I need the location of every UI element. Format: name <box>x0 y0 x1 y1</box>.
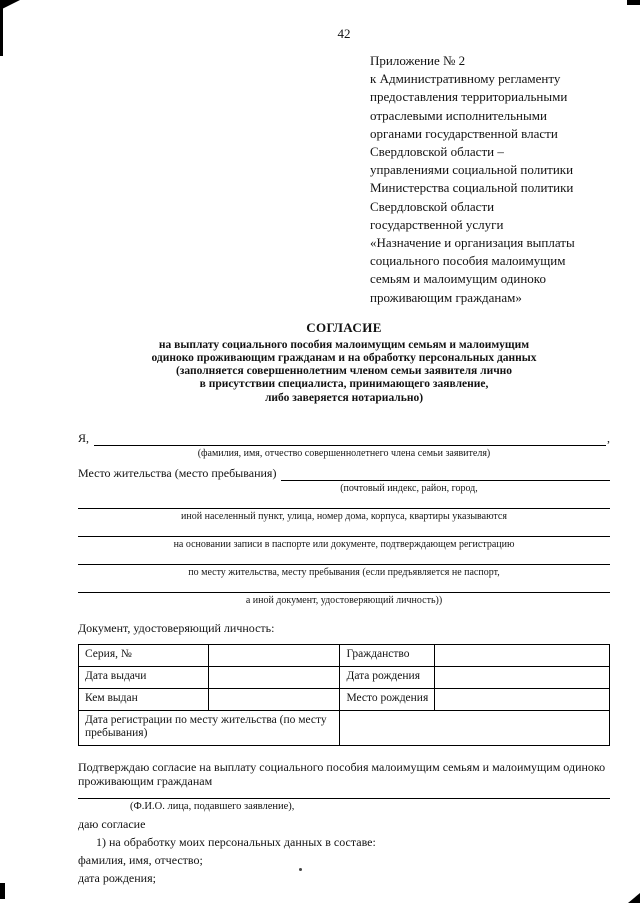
identity-document-label: Документ, удостоверяющий личность: <box>78 620 275 635</box>
applicant-name-label: Я, <box>78 430 90 445</box>
applicant-name-caption: (фамилия, имя, отчество совершеннолетнего члена семьи заявителя) <box>197 447 491 459</box>
scan-artifact-bottom-right <box>628 893 640 903</box>
residence-label: Место жительства (место пребывания) <box>78 465 277 480</box>
applicant-name-trailing-comma: , <box>607 430 610 445</box>
cell-birth-date-value <box>435 666 610 688</box>
cell-issue-date-value <box>208 666 340 688</box>
cell-birth-date-label: Дата рождения <box>340 666 435 688</box>
appendix-line: к Административному регламенту <box>370 71 561 87</box>
appendix-line: управлениями социальной политики <box>370 162 574 178</box>
cell-issued-by-value <box>208 688 340 710</box>
scan-artifact-top-left <box>0 0 20 10</box>
residence-caption: (почтовый индекс, район, город, <box>340 482 478 494</box>
scan-artifact-top-right <box>627 0 640 5</box>
place-of-stay-caption: по месту жительства, месту пребывания (если предъявляется не паспорт, <box>188 566 500 578</box>
fill-line <box>78 592 610 593</box>
cell-registration-date-label: Дата регистрации по месту жительства (по месту пребывания) <box>79 710 340 745</box>
applicant-name-fill-line <box>94 431 606 446</box>
appendix-line: предоставления территориальными <box>370 89 568 105</box>
registration-caption: на основании записи в паспорте или документе, подтверждающем регистрацию <box>173 538 515 550</box>
appendix-line: Министерства социальной политики <box>370 180 574 196</box>
page-content <box>78 26 610 885</box>
appendix-line: Свердловской области – <box>370 144 504 160</box>
subtitle-line: на выплату социального пособия малоимущим семьям и малоимущим <box>158 338 530 351</box>
fill-line <box>78 798 610 799</box>
cell-issued-by-label: Кем выдан <box>79 688 209 710</box>
subtitle-line: либо заверяется нотариально) <box>264 391 424 404</box>
consent-item-3: дата рождения; <box>78 870 156 885</box>
form-section <box>78 431 610 885</box>
appendix-line: органами государственной власти <box>370 125 558 141</box>
applicant-name-row <box>78 431 610 446</box>
cell-citizenship-label: Гражданство <box>340 644 435 666</box>
fill-line <box>78 564 610 565</box>
cell-issue-date-label: Дата выдачи <box>79 666 209 688</box>
fill-line <box>78 508 610 509</box>
give-consent-text: даю согласие <box>78 816 146 831</box>
scan-artifact-bottom-left <box>0 883 5 899</box>
address-caption: иной населенный пункт, улица, номер дома, корпуса, квартиры указываются <box>181 510 507 522</box>
appendix-line: социального пособия малоимущим <box>370 253 566 269</box>
appendix-line: семьям и малоимущим одиноко <box>370 271 546 287</box>
cell-birth-place-label: Место рождения <box>340 688 435 710</box>
consent-item-2: фамилия, имя, отчество; <box>78 852 203 867</box>
confirmation-paragraph: Подтверждаю согласие на выплату социального пособия малоимущим семьям и малоимущим одиноко проживающим гражданам <box>78 759 606 789</box>
page-number: 42 <box>337 26 351 41</box>
table-row <box>79 710 610 745</box>
identity-document-table <box>78 644 610 746</box>
fill-line <box>78 536 610 537</box>
table-row <box>79 666 610 688</box>
residence-fill-line <box>281 466 610 481</box>
appendix-line: «Назначение и организация выплаты <box>370 235 575 251</box>
appendix-line: Приложение № 2 <box>370 53 466 68</box>
appendix-line: Свердловской области <box>370 198 495 214</box>
appendix-block <box>370 52 610 307</box>
cell-series-value <box>208 644 340 666</box>
appendix-line: отраслевыми исполнительными <box>370 107 547 123</box>
appendix-line: государственной услуги <box>370 216 504 232</box>
table-row <box>79 688 610 710</box>
document-subtitle <box>78 339 610 405</box>
subtitle-line: (заполняется совершеннолетним членом семьи заявителя лично <box>175 365 513 378</box>
cell-registration-date-value <box>340 710 610 745</box>
document-title: СОГЛАСИЕ <box>306 319 382 335</box>
consent-item-1: 1) на обработку моих персональных данных в составе: <box>96 834 376 849</box>
subtitle-line: в присутствии специалиста, принимающего заявление, <box>199 378 489 391</box>
table-row <box>79 644 610 666</box>
applicant-fio-caption: (Ф.И.О. лица, подавшего заявление), <box>130 800 295 812</box>
cell-series-label: Серия, № <box>79 644 209 666</box>
cell-citizenship-value <box>435 644 610 666</box>
cell-birth-place-value <box>435 688 610 710</box>
scan-artifact-left-edge <box>0 0 3 56</box>
residence-row <box>78 466 610 481</box>
subtitle-line: одиноко проживающим гражданам и на обработку персональных данных <box>151 352 537 365</box>
appendix-line: проживающим гражданам» <box>370 289 522 305</box>
other-document-caption: а иной документ, удостоверяющий личность)) <box>245 594 443 606</box>
